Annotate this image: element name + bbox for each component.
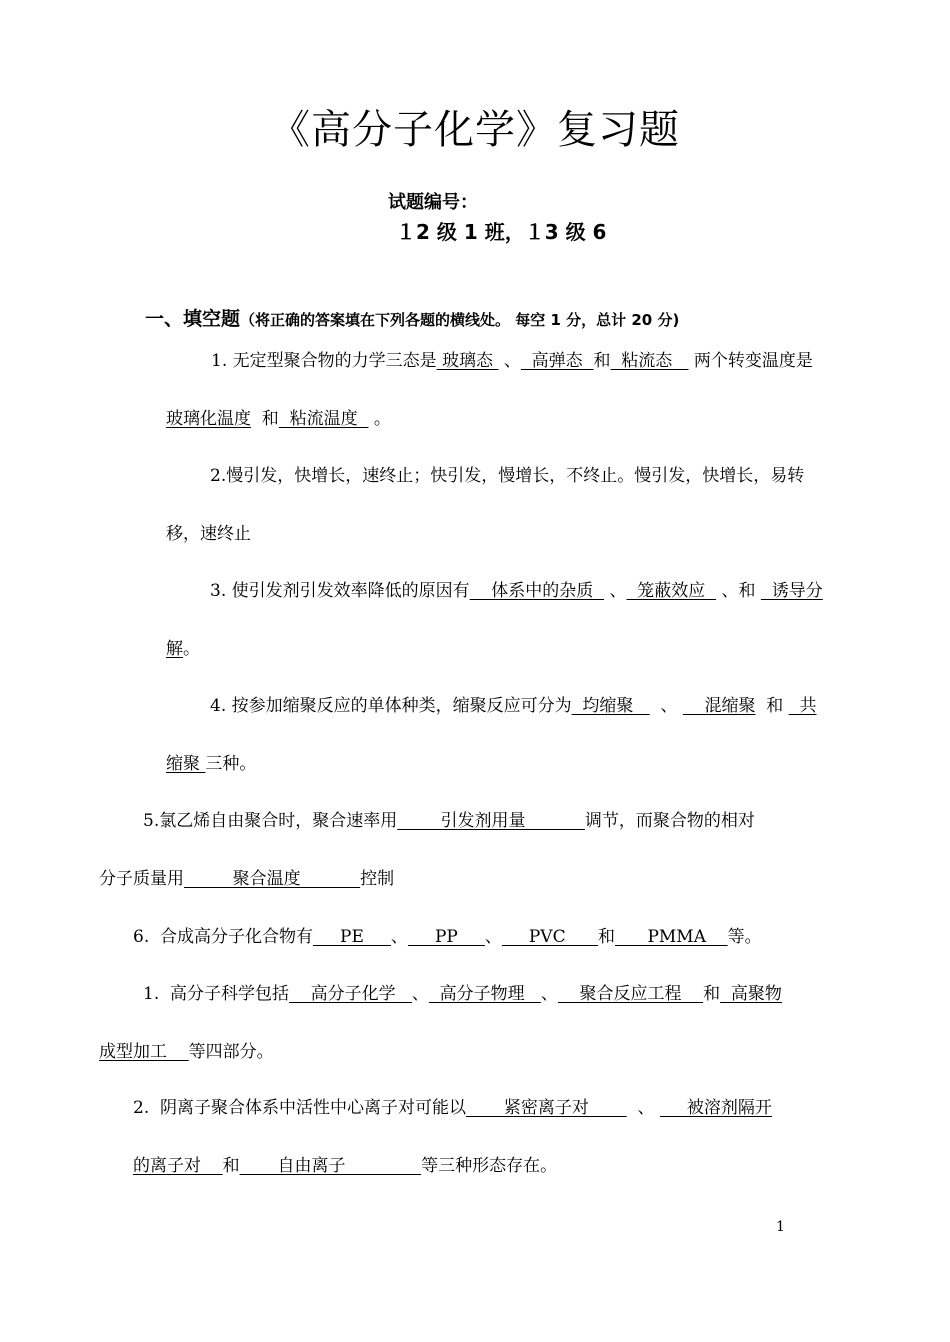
page-title: 《高分子化学》复习题 [270, 107, 680, 153]
page-number: 1 [776, 1219, 785, 1235]
q2-line1: 2.慢引发，快增长，速终止；快引发，慢增长，不终止。慢引发，快增长，易转 [210, 466, 805, 486]
answer-blank: 诱导分 [760, 581, 823, 601]
answer-blank: 粘流态 [610, 351, 689, 371]
answer-blank: PP [407, 927, 485, 947]
class-info: １2 级 1 班，１3 级 6 [396, 220, 607, 244]
q5-line2: 分子质量用 聚合温度 控制 [99, 869, 395, 889]
answer-blank: 被溶剂隔开 [659, 1098, 772, 1118]
q1-line2: 玻璃化温度 和 粘流温度 。 [166, 409, 391, 429]
answer-blank: 玻璃态 [436, 351, 499, 371]
answer-blank: 成型加工 [99, 1042, 189, 1062]
section-title: 一、填空题 [145, 308, 241, 330]
answer-blank: 共 [788, 696, 817, 716]
answer-blank: 高弹态 [520, 351, 594, 371]
answer-blank: 笼蔽效应 [626, 581, 717, 601]
section-heading [145, 304, 679, 331]
answer-blank: 缩聚 [166, 754, 206, 774]
q1-line1: 1. 无定型聚合物的力学三态是 玻璃态 、 高弹态 和 粘流态 两个转变温度是 [211, 351, 813, 371]
answer-blank: 高分子物理 [428, 984, 541, 1004]
answer-blank: PVC [501, 927, 599, 947]
answer-blank: 聚合温度 [184, 869, 361, 889]
answer-blank: 高分子化学 [289, 984, 412, 1004]
q3-line1: 3. 使引发剂引发效率降低的原因有 体系中的杂质 、 笼蔽效应 、和 诱导分 [210, 581, 823, 601]
answer-blank: 自由离子 [239, 1156, 422, 1176]
q7-line2: 成型加工 等四部分。 [99, 1042, 274, 1062]
q8-line2: 的离子对 和 自由离子 等三种形态存在。 [133, 1156, 558, 1176]
answer-blank: 聚合反应工程 [557, 984, 704, 1004]
answer-blank: 解 [166, 639, 183, 659]
answer-blank: 的离子对 [133, 1156, 223, 1176]
q8-line1: 2. 阴离子聚合体系中活性中心离子对可能以 紧密离子对 、 被溶剂隔开 [133, 1098, 772, 1118]
answer-blank: 均缩聚 [571, 696, 650, 716]
q4-line1: 4. 按参加缩聚反应的单体种类，缩聚反应可分为 均缩聚 、 混缩聚 和 共 [210, 696, 817, 716]
answer-blank: 体系中的杂质 [469, 581, 605, 601]
answer-blank: 紧密离子对 [466, 1098, 627, 1118]
answer-blank: 玻璃化温度 [166, 409, 251, 429]
answer-blank: 引发剂用量 [397, 811, 585, 831]
answer-blank: PE [313, 927, 391, 947]
exam-number-label: 试题编号： [388, 192, 478, 213]
q2-line2: 移，速终止 [166, 524, 251, 544]
answer-blank: PMMA [615, 927, 728, 947]
answer-blank: 混缩聚 [682, 696, 756, 716]
q7-line1: 1. 高分子科学包括 高分子化学 、 高分子物理 、 聚合反应工程 和 高聚物 [143, 984, 782, 1004]
q6-line1: 6. 合成高分子化合物有 PE 、 PP 、 PVC 和 PMMA 等。 [133, 927, 762, 947]
section-instruction: （将正确的答案填在下列各题的横线处。 每空 1 分，总计 20 分) [240, 311, 680, 329]
q4-line2: 缩聚 三种。 [166, 754, 257, 774]
answer-blank: 高聚物 [720, 984, 782, 1004]
q5-line1: 5.氯乙烯自由聚合时，聚合速率用 引发剂用量 调节，而聚合物的相对 [143, 811, 755, 831]
answer-blank: 粘流温度 [278, 409, 369, 429]
q3-line2: 解。 [166, 639, 200, 659]
